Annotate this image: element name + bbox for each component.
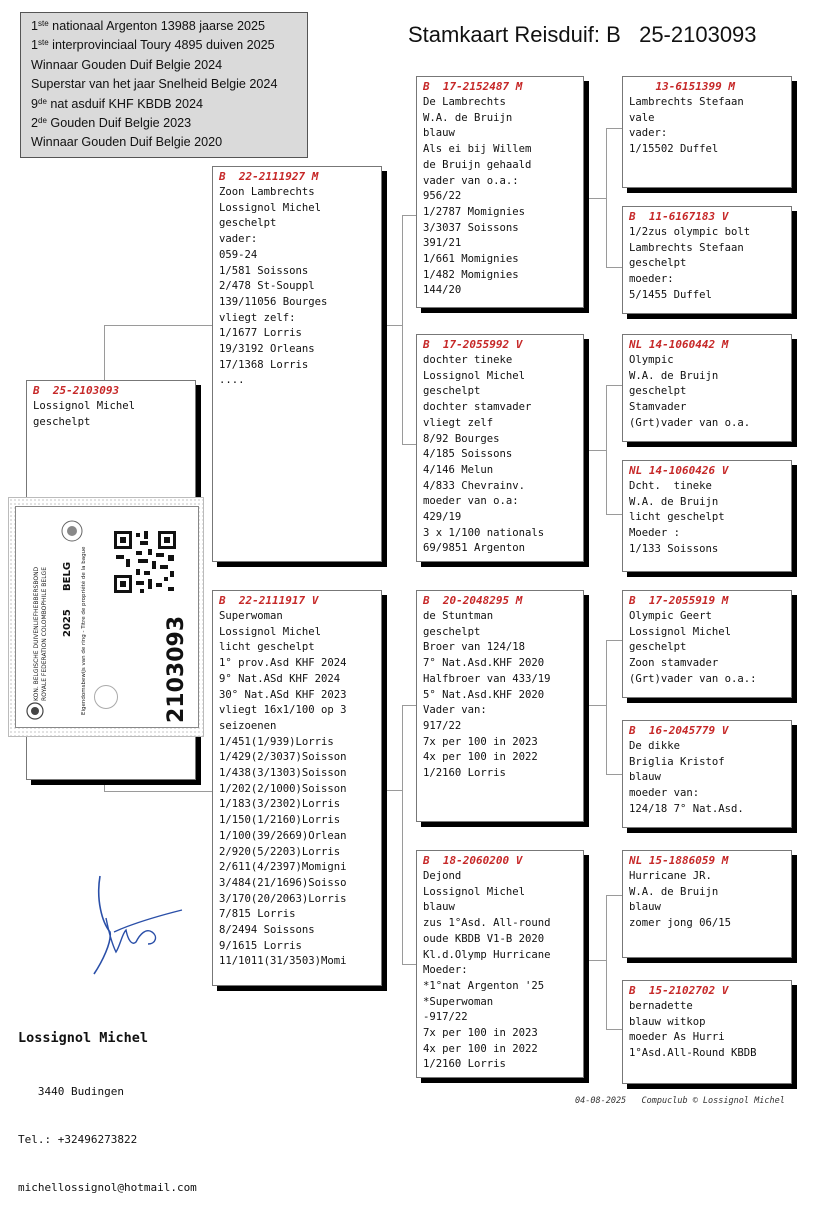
connector-line [606,640,622,775]
pigeon-line: vader: [219,233,258,246]
pigeon-line: 1°Asd.All-Round KBDB [629,1047,757,1060]
owner-block [18,998,197,1212]
ring-header: NL 14-1060442 M [629,338,729,351]
pigeon-line: 1/581 Soissons [219,264,309,277]
pigeon-line: 124/18 7° Nat.Asd. [629,802,744,815]
footer-text: 04-08-2025 Compuclub © Lossignol Michel [575,1096,785,1106]
pigeon-line: geschelpt [33,415,91,428]
ring-header: NL 14-1060426 V [629,464,729,477]
ring-card-hole [94,685,118,709]
connector-line [585,705,606,706]
pigeon-line: 69/9851 Argenton [423,542,526,555]
pigeon-line: Stamvader [629,401,687,414]
pigeon-line: Lossignol Michel [219,201,322,214]
connector-line [606,895,622,1030]
pigeon-line: 139/11056 Bourges [219,295,328,308]
pigeon-card-fff [622,76,792,188]
pigeon-line: Lossignol Michel [629,625,732,638]
achievement-line: Superstar van het jaar Snelheid Belgie 2024 [31,77,278,92]
pigeon-line: Zoon stamvader [629,657,719,670]
connector-line [104,325,214,385]
pigeon-line: 3/3037 Soissons [423,221,519,234]
pigeon-line: W.A. de Bruijn [629,885,719,898]
ring-header: B 17-2055992 V [423,338,523,351]
pigeon-line: *Superwoman [423,995,494,1008]
pigeon-line: 1/100(39/2669)Orlean [219,829,347,842]
ring-header: B 20-2048295 M [423,594,523,607]
connector-line [382,325,402,326]
pigeon-line: blauw witkop [629,1015,706,1028]
pigeon-line: zus 1°Asd. All-round [423,917,551,930]
pigeon-card-mf [416,590,584,822]
pigeon-line: moeder van: [629,787,700,800]
pigeon-line: 3/484(21/1696)Soisso [219,876,347,889]
svg-text:BELG: BELG [62,561,73,591]
achievement-line: 1ste interprovinciaal Toury 4895 duiven 2025 [31,38,275,53]
pigeon-card-mmf [622,850,792,958]
pigeon-line: 391/21 [423,237,462,250]
pigeon-line: 1/150(1/2160)Lorris [219,814,341,827]
pigeon-card-father [212,166,382,562]
pigeon-line: 4x per 100 in 2022 [423,1042,538,1055]
svg-text:KON. BELGISCHE DUIVENLIEFHEBBE: KON. BELGISCHE DUIVENLIEFHEBBERSBOND [33,566,40,701]
pigeon-line: W.A. de Bruijn [629,369,719,382]
pigeon-line: geschelpt [219,217,277,230]
pigeon-line: Lossignol Michel [423,369,526,382]
pigeon-line: 7x per 100 in 2023 [423,1027,538,1040]
pigeon-line: de Bruijn gehaald [423,158,532,171]
ring-number: 2103093 [164,615,189,723]
pigeon-line: De dikke [629,740,681,752]
pigeon-line: 4/146 Melun [423,463,494,476]
svg-text:2025: 2025 [62,609,73,637]
pigeon-line: 429/19 [423,511,462,524]
pigeon-card-fmm [622,460,792,572]
pigeon-line: dochter tineke [423,354,513,366]
pigeon-line: Zoon Lambrechts [219,186,315,198]
pigeon-line: W.A. de Bruijn [629,495,719,508]
pigeon-card-mff [622,590,792,698]
pigeon-line: Lambrechts Stefaan [629,96,744,108]
pigeon-line: 917/22 [423,719,462,732]
pigeon-line: oude KBDB V1-B 2020 [423,932,545,945]
pigeon-line: 17/1368 Lorris [219,358,309,371]
pigeon-line: -917/22 [423,1011,468,1024]
pigeon-line: zomer jong 06/15 [629,917,732,930]
pigeon-line: 7x per 100 in 2023 [423,735,538,748]
ring-header: NL 15-1886059 M [629,854,729,867]
ring-brand-block [56,517,90,717]
pigeon-line: 1/451(1/939)Lorris [219,735,334,748]
ring-header: 13-6151399 M [655,80,735,93]
pigeon-line: geschelpt [629,385,687,398]
pigeon-line: 9° Nat.ASd KHF 2024 [219,672,341,685]
pigeon-line: Olympic [629,354,674,366]
pigeon-line: moeder As Hurri [629,1031,725,1044]
pigeon-line: blauw [423,901,455,914]
pigeon-line: 2/920(5/2203)Lorris [219,845,341,858]
svg-text:Eigendomsbewijs van de ring -: Eigendomsbewijs van de ring - Titre de propriété de la bague [81,546,87,715]
ring-header: B 25-2103093 [33,384,120,397]
ring-ownership-card [8,497,204,737]
pigeon-line: Moeder : [629,527,681,540]
owner-address: 3440 Budingen [37,1085,124,1098]
ring-header: B 11-6167183 V [629,210,729,223]
pigeon-line: 30° Nat.ASd KHF 2023 [219,688,347,701]
ring-header: B 18-2060200 V [423,854,523,867]
pigeon-line: Dejond [423,870,462,882]
pigeon-line: 1/2zus olympic bolt [629,226,751,238]
achievement-line: 9de nat asduif KHF KBDB 2024 [31,96,204,111]
pigeon-line: *1°nat Argenton '25 [423,979,545,992]
owner-email: michellossignol@hotmail.com [18,1181,197,1194]
pigeon-card-ff [416,76,584,308]
pigeon-line: 4/833 Chevrainv. [423,479,526,492]
achievement-line: Winnaar Gouden Duif Belgie 2020 [31,135,223,150]
pigeon-line: 1/2787 Momignies [423,205,526,218]
pigeon-line: Hurricane JR. [629,870,712,882]
pigeon-line: seizoenen [219,719,277,732]
pigeon-line: W.A. de Bruijn [423,111,513,124]
pigeon-line: 1/15502 Duffel [629,143,719,156]
connector-line [585,450,606,451]
pigeon-line: 1/183(3/2302)Lorris [219,798,341,811]
pigeon-line: 5/1455 Duffel [629,288,712,301]
pigeon-line: Als ei bij Willem [423,143,532,156]
pigeon-card-ffm [622,206,792,314]
pigeon-line: geschelpt [423,385,481,398]
pigeon-line: Lambrechts Stefaan [629,241,744,254]
pigeon-line: Lossignol Michel [33,400,136,412]
ring-header: B 16-2045779 V [629,724,729,737]
pigeon-line: 8/92 Bourges [423,432,500,445]
pigeon-line: Briglia Kristof [629,755,725,768]
connector-line [606,385,622,515]
pigeon-line: licht geschelpt [629,511,725,524]
pigeon-line: De Lambrechts [423,96,506,108]
owner-name: Lossignol Michel [18,1030,149,1046]
pigeon-line: licht geschelpt [219,641,315,654]
pigeon-line: Lossignol Michel [423,885,526,898]
svg-text:ROYALE FEDERATION COLOMBOPHILE: ROYALE FEDERATION COLOMBOPHILE BELGE [41,567,48,701]
pigeon-line: vader van o.a.: [423,174,519,187]
pigeon-line: vliegt 16x1/100 op 3 [219,704,347,717]
pigeon-line: Moeder: [423,964,468,977]
pigeon-line: 3/170(20/2063)Lorris [219,892,347,905]
pigeon-line: 7/815 Lorris [219,908,296,921]
pigeon-line: Dcht. tineke [629,480,712,492]
pigeon-card-mmm [622,980,792,1084]
pigeon-line: 1° prov.Asd KHF 2024 [219,657,347,670]
pigeon-line: vliegt zelf [423,416,494,429]
pigeon-line: Vader van: [423,704,487,717]
pigeon-line: 3 x 1/100 nationals [423,526,545,539]
pigeon-line: 2/611(4/2397)Momigni [219,861,347,874]
pigeon-card-fm [416,334,584,562]
pigeon-line: 1/133 Soissons [629,542,719,555]
pigeon-line: 8/2494 Soissons [219,924,315,937]
pigeon-line: 1/2160 Lorris [423,767,506,780]
pigeon-line: 4/185 Soissons [423,448,513,461]
pigeon-card-mm [416,850,584,1078]
pigeon-line: moeder van o.a: [423,495,519,508]
pigeon-line: 1/429(2/3037)Soisson [219,751,347,764]
page-title: Stamkaart Reisduif: B 25-2103093 [408,22,757,47]
connector-line [382,790,402,791]
pigeon-line: 9/1615 Lorris [219,939,302,952]
pigeon-line: 2/478 St-Souppl [219,280,315,293]
pigeon-line: 144/20 [423,284,462,297]
pigeon-card-mfm [622,720,792,828]
pigeon-line: vliegt zelf: [219,311,296,324]
pigeon-line: 1/202(2/1000)Soisson [219,782,347,795]
pigeon-line: geschelpt [423,625,481,638]
pigeon-line: vale [629,111,655,124]
achievement-line: Winnaar Gouden Duif Belgie 2024 [31,57,223,72]
ring-header: B 22-2111927 M [219,170,319,183]
pigeon-line: 956/22 [423,190,462,203]
pigeon-line: blauw [629,901,661,914]
pigeon-line: blauw [629,771,661,784]
pigeon-line: 1/482 Momignies [423,268,519,281]
ring-card-inner [15,506,199,728]
connector-line [606,128,622,268]
pigeon-line: geschelpt [629,641,687,654]
ring-header: B 22-2111917 V [219,594,319,607]
pigeon-card-fmf [622,334,792,442]
ring-header: B 15-2102702 V [629,984,729,997]
pigeon-line: de Stuntman [423,610,494,622]
qr-code-icon [112,529,178,595]
pigeon-line: 11/1011(31/3503)Momi [219,955,347,968]
pigeon-line: 1/1677 Lorris [219,327,302,340]
pigeon-line: Broer van 124/18 [423,641,526,654]
pigeon-line: (Grt)vader van o.a. [629,416,751,429]
achievement-line: 1ste nationaal Argenton 13988 jaarse 2025 [31,19,266,33]
federation-seal-icon [22,513,48,723]
ring-header: B 17-2152487 M [423,80,523,93]
connector-line [585,198,606,199]
achievement-line: 2de Gouden Duif Belgie 2023 [31,116,192,131]
pigeon-line: (Grt)vader van o.a.: [629,672,757,685]
achievements-box [20,12,308,158]
pigeon-line: 5° Nat.Asd.KHF 2020 [423,688,545,701]
pigeon-line: geschelpt [629,257,687,270]
connector-line [585,960,606,961]
owner-phone: Tel.: +32496273822 [18,1133,138,1146]
pigeon-line: moeder: [629,273,674,286]
pigeon-line: dochter stamvader [423,401,532,414]
pigeon-line: Kl.d.Olymp Hurricane [423,948,551,961]
pigeon-line: Halfbroer van 433/19 [423,672,551,685]
pigeon-line: Lossignol Michel [219,625,322,638]
pigeon-line: .... [219,374,245,387]
pigeon-card-mother [212,590,382,986]
pigeon-line: 1/2160 Lorris [423,1058,506,1071]
connector-line [104,782,214,792]
pigeon-line: 1/661 Momignies [423,253,519,266]
signature-icon [86,870,196,980]
pigeon-line: vader: [629,127,668,140]
pigeon-line: 7° Nat.Asd.KHF 2020 [423,657,545,670]
pigeon-line: Superwoman [219,610,283,622]
pigeon-line: Olympic Geert [629,610,712,622]
pigeon-line: 059-24 [219,248,258,261]
pigeon-line: 19/3192 Orleans [219,343,315,356]
pigeon-line: bernadette [629,1000,693,1012]
pigeon-line: 1/438(3/1303)Soisson [219,767,347,780]
pigeon-line: 4x per 100 in 2022 [423,751,538,764]
ring-header: B 17-2055919 M [629,594,729,607]
pigeon-line: blauw [423,127,455,140]
